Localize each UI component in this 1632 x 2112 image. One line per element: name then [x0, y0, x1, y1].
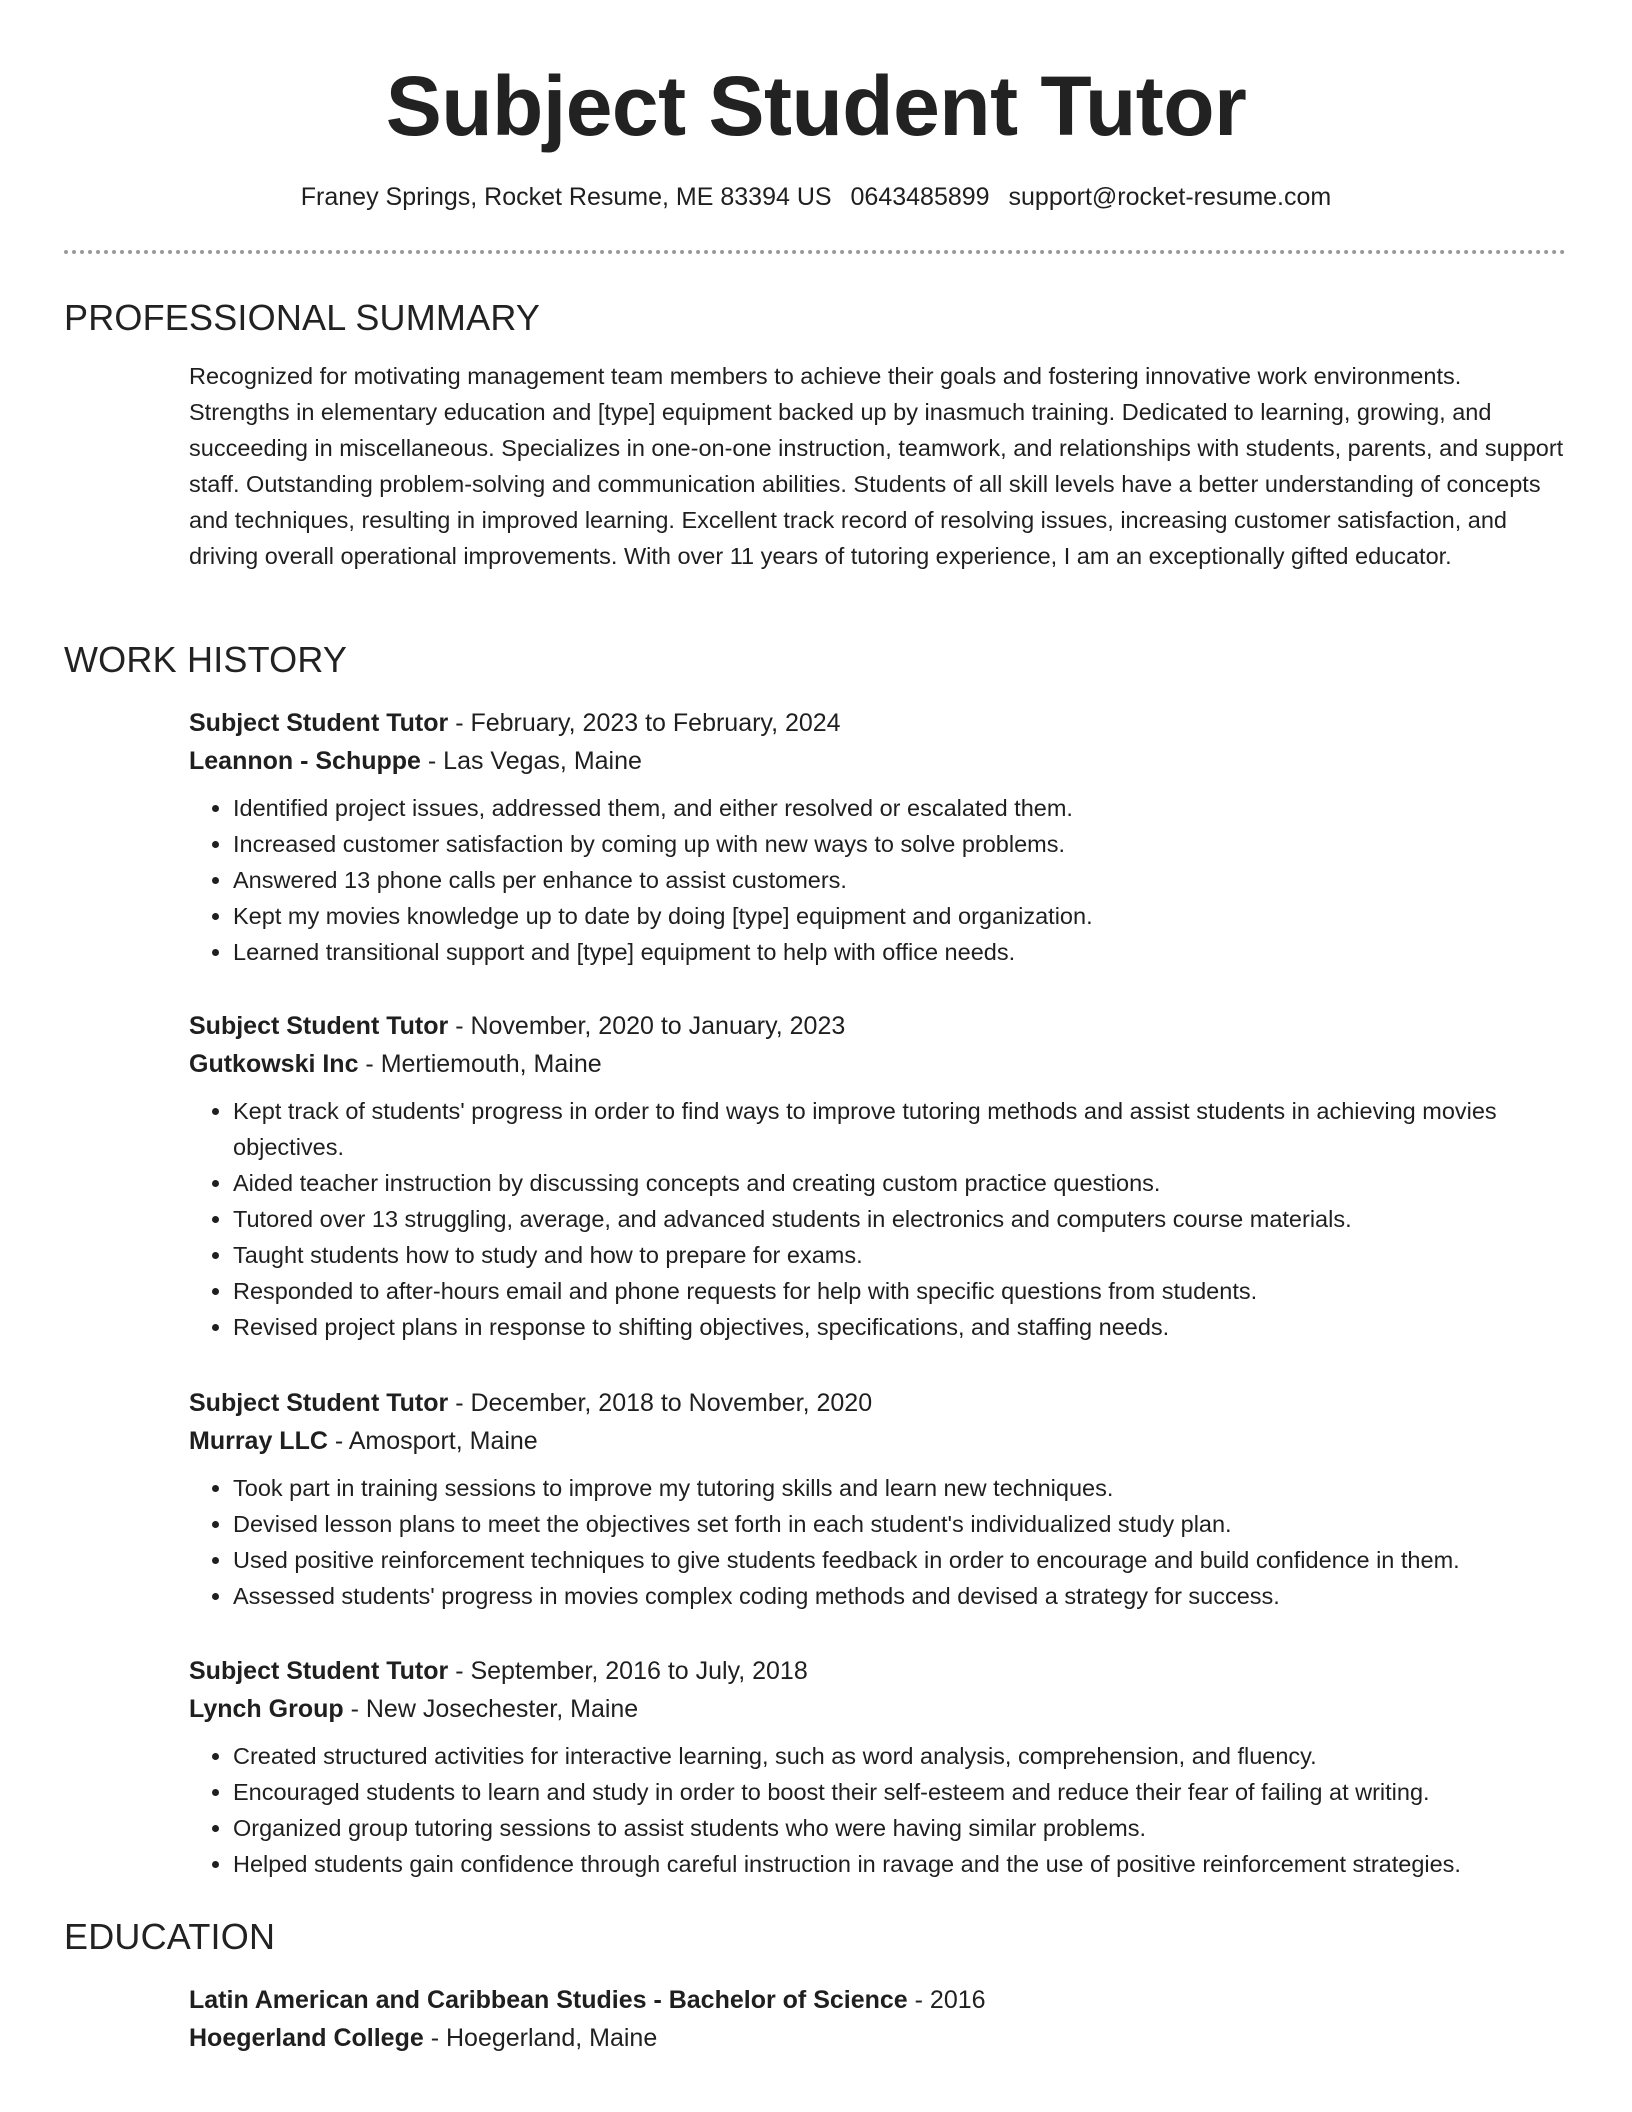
education-location: - Hoegerland, Maine [423, 2024, 658, 2052]
summary-section [64, 296, 1566, 574]
job-entry [64, 1652, 1566, 1882]
job-title-line [189, 1652, 1566, 1690]
work-history-section [64, 638, 1566, 682]
job-dates: - December, 2018 to November, 2020 [448, 1389, 873, 1417]
contact-email: support@rocket-resume.com [1008, 183, 1332, 211]
job-role: Subject Student Tutor [189, 709, 449, 737]
header-divider [64, 250, 1566, 254]
job-entry [64, 1384, 1566, 1614]
list-item: • Aided teacher instruction by discussing concepts and creating custom practice questions. [233, 1165, 1566, 1201]
list-item: • Answered 13 phone calls per enhance to assist customers. [233, 862, 1566, 898]
list-item: • Learned transitional support and [type] equipment to help with office needs. [233, 934, 1566, 970]
job-location: - Amosport, Maine [327, 1427, 538, 1455]
list-item: • Helped students gain confidence through careful instruction in ravage and the use of positive reinforcement strategies. [233, 1846, 1566, 1882]
job-title-line [189, 1384, 1566, 1422]
education-degree-line [189, 1981, 1566, 2019]
summary-text: Recognized for motivating management team members to achieve their goals and fostering innovative work environments. Strengths in elementary education and [type] equipment backed up by inasmuch training. Dedicated to learning, growing, and succeeding in miscellaneous. Specializes in one-on-one instruction, teamwork, and relationships with students, parents, and support staff. Outstanding problem-solving and communication abilities. Students of all skill levels have a better understanding of concepts and techniques, resulting in improved learning. Excellent track record of resolving issues, increasing customer satisfaction, and driving overall operational improvements. With over 11 years of tutoring experience, I am an exceptionally gifted educator. [189, 363, 1564, 569]
job-bullets [189, 790, 1566, 970]
job-bullets [189, 1470, 1566, 1614]
list-item: • Kept my movies knowledge up to date by doing [type] equipment and organization. [233, 898, 1566, 934]
list-item: • Identified project issues, addressed them, and either resolved or escalated them. [233, 790, 1566, 826]
job-company-line [189, 1045, 1566, 1083]
education-school: Hoegerland College [189, 2024, 424, 2052]
job-bullets [189, 1738, 1566, 1882]
education-year: - 2016 [907, 1986, 986, 2014]
job-company: Murray LLC [189, 1427, 328, 1455]
contact-address: Franey Springs, Rocket Resume, ME 83394 US [300, 183, 832, 211]
job-company: Leannon - Schuppe [189, 747, 421, 775]
contact-phone: 0643485899 [850, 183, 990, 211]
list-item: • Used positive reinforcement techniques to give students feedback in order to encourage and build confidence in them. [233, 1542, 1566, 1578]
job-entry [64, 704, 1566, 970]
list-item: • Encouraged students to learn and study in order to boost their self-esteem and reduce their fear of failing at writing. [233, 1774, 1566, 1810]
work-history-heading: WORK HISTORY [64, 639, 348, 680]
job-company-line [189, 742, 1566, 780]
job-entry [64, 1007, 1566, 1345]
job-company: Lynch Group [189, 1695, 344, 1723]
list-item: • Organized group tutoring sessions to assist students who were having similar problems. [233, 1810, 1566, 1846]
job-dates: - February, 2023 to February, 2024 [448, 709, 841, 737]
job-company-line [189, 1422, 1566, 1460]
job-location: - Mertiemouth, Maine [358, 1050, 602, 1078]
job-company: Gutkowski Inc [189, 1050, 359, 1078]
list-item: • Created structured activities for interactive learning, such as word analysis, comprehension, and fluency. [233, 1738, 1566, 1774]
list-item: • Took part in training sessions to improve my tutoring skills and learn new techniques. [233, 1470, 1566, 1506]
job-title-line [189, 1007, 1566, 1045]
list-item: • Increased customer satisfaction by coming up with new ways to solve problems. [233, 826, 1566, 862]
education-heading: EDUCATION [64, 1916, 276, 1957]
list-item: • Responded to after-hours email and phone requests for help with specific questions from students. [233, 1273, 1566, 1309]
job-title-line [189, 704, 1566, 742]
education-school-line [189, 2019, 1566, 2057]
list-item: • Taught students how to study and how to prepare for exams. [233, 1237, 1566, 1273]
job-company-line [189, 1690, 1566, 1728]
list-item: • Revised project plans in response to shifting objectives, specifications, and staffing needs. [233, 1309, 1566, 1345]
job-bullets [189, 1093, 1566, 1345]
education-section [64, 1915, 1566, 2057]
list-item: • Assessed students' progress in movies complex coding methods and devised a strategy for success. [233, 1578, 1566, 1614]
job-role: Subject Student Tutor [189, 1389, 449, 1417]
list-item: • Devised lesson plans to meet the objectives set forth in each student's individualized study plan. [233, 1506, 1566, 1542]
list-item: • Kept track of students' progress in order to find ways to improve tutoring methods and assist students in achieving movies objectives. [233, 1093, 1566, 1165]
summary-heading: PROFESSIONAL SUMMARY [64, 297, 541, 338]
list-item: • Tutored over 13 struggling, average, and advanced students in electronics and computers course materials. [233, 1201, 1566, 1237]
job-dates: - November, 2020 to January, 2023 [448, 1012, 846, 1040]
job-location: - New Josechester, Maine [343, 1695, 639, 1723]
job-dates: - September, 2016 to July, 2018 [448, 1657, 808, 1685]
candidate-name: Subject Student Tutor [385, 59, 1247, 153]
contact-line [0, 182, 1632, 212]
job-role: Subject Student Tutor [189, 1012, 449, 1040]
job-location: - Las Vegas, Maine [420, 747, 642, 775]
job-role: Subject Student Tutor [189, 1657, 449, 1685]
education-degree: Latin American and Caribbean Studies - Bachelor of Science [189, 1986, 908, 2014]
